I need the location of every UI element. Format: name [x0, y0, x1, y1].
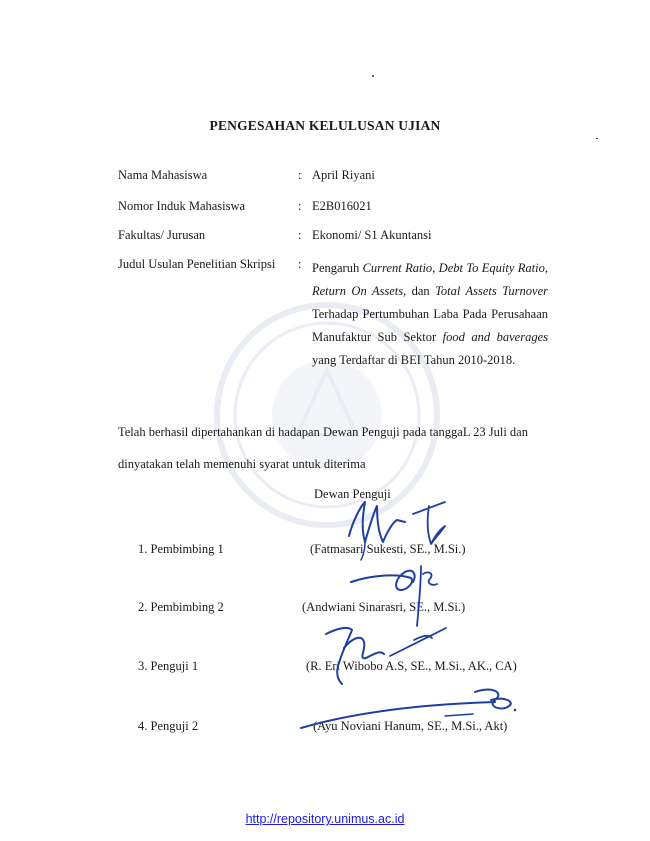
- examiner-role: 2. Pembimbing 2: [138, 600, 224, 614]
- thesis-title-value: [312, 257, 548, 372]
- statement-line-1: Telah berhasil dipertahankan di hadapan Dewan Penguji pada tanggaL 23 Juli dan: [118, 425, 528, 439]
- field-value: Ekonomi/ S1 Akuntansi: [312, 228, 432, 242]
- examiner-role: 1. Pembimbing 1: [138, 542, 224, 556]
- field-colon: :: [298, 199, 302, 213]
- scan-speck: [596, 138, 598, 139]
- statement-line-2: dinyatakan telah memenuhi syarat untuk diterima: [118, 457, 366, 471]
- examiner-role: 4. Penguji 2: [138, 719, 199, 733]
- signature-2-icon: [345, 560, 455, 630]
- field-colon: :: [298, 228, 302, 242]
- field-label: Judul Usulan Penelitian Skripsi: [118, 257, 276, 271]
- board-heading: Dewan Penguji: [314, 487, 391, 501]
- examiner-name: (Ayu Noviani Hanum, SE., M.Si., Akt): [313, 719, 508, 733]
- field-label: Nomor Induk Mahasiswa: [118, 199, 246, 213]
- document-title: PENGESAHAN KELULUSAN UJIAN: [209, 118, 441, 133]
- thesis-title-italic: food and baverages: [442, 330, 548, 344]
- signature-3-icon: [318, 614, 458, 686]
- field-colon: :: [298, 257, 302, 271]
- thesis-title-text: dan: [406, 284, 436, 298]
- repository-link[interactable]: http://repository.unimus.ac.id: [245, 812, 405, 826]
- examiner-name: (Fatmasari Sukesti, SE., M.Si.): [310, 542, 466, 556]
- scan-speck: [372, 75, 374, 77]
- field-colon: :: [298, 168, 302, 182]
- thesis-title-italic: Current Ratio, Debt To Equity Ratio, Return On Assets,: [312, 261, 548, 298]
- thesis-title-text: yang Terdaftar di BEI Tahun 2010-2018.: [312, 353, 516, 367]
- thesis-title-text: Terhadap Pertumbuhan Laba Pada Perusahaan Manufaktur Sub Sektor: [312, 307, 548, 344]
- examiner-role: 3. Penguji 1: [138, 659, 199, 673]
- field-label: Nama Mahasiswa: [118, 168, 208, 182]
- field-label: Fakultas/ Jurusan: [118, 228, 206, 242]
- examiner-name: (R. Eri Wibobo A.S, SE., M.Si., AK., CA): [306, 659, 517, 673]
- field-value: E2B016021: [312, 199, 372, 213]
- field-value: April Riyani: [312, 168, 375, 182]
- examiner-name: (Andwiani Sinarasri, SE., M.Si.): [302, 600, 466, 614]
- thesis-title-italic: Total Assets Turnover: [435, 284, 548, 298]
- thesis-title-text: Pengaruh: [312, 261, 363, 275]
